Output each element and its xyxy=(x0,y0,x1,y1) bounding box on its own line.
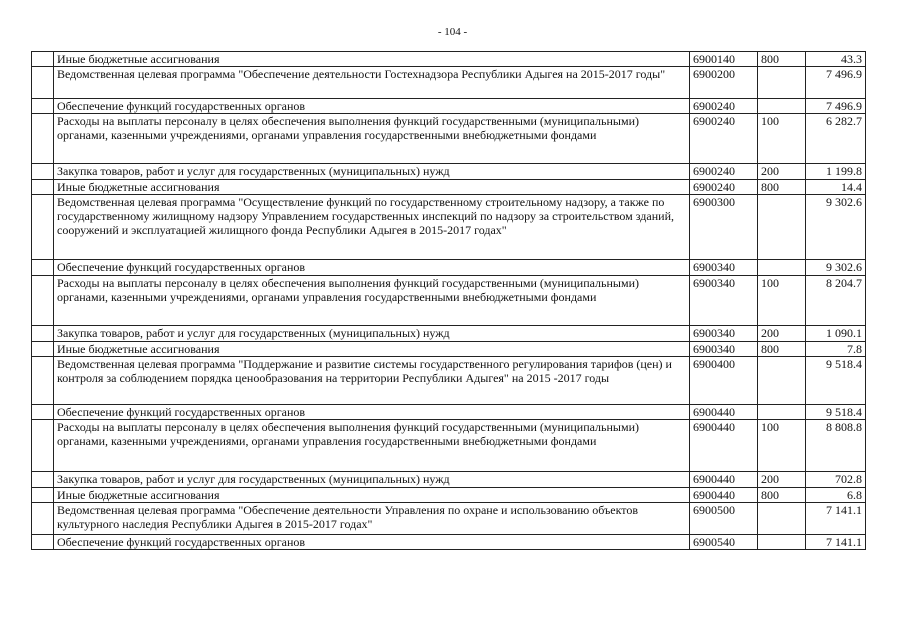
row-amount: 7 496.9 xyxy=(806,99,866,114)
table-row xyxy=(32,503,866,535)
row-amount: 8 204.7 xyxy=(806,276,866,326)
row-description: Ведомственная целевая программа "Осуществление функций по государственному строительному надзору, а также по государственному жилищному надзору Управлением государственных инспекций по надзору за строительством зданий, сооружений и эксплуатацией жилищного фонда Республики Адыгея в 2015-2017 годах" xyxy=(54,195,690,260)
row-target-code: 6900240 xyxy=(690,99,758,114)
row-description: Ведомственная целевая программа "Обеспечение деятельности Гостехнадзора Республики Адыгея на 2015-2017 годы" xyxy=(54,67,690,99)
row-expense-type: 100 xyxy=(758,420,806,472)
table-row xyxy=(32,114,866,164)
row-blank-cell xyxy=(32,472,54,488)
row-amount: 9 302.6 xyxy=(806,260,866,276)
row-description: Обеспечение функций государственных органов xyxy=(54,99,690,114)
row-target-code: 6900340 xyxy=(690,276,758,326)
row-target-code: 6900200 xyxy=(690,67,758,99)
row-amount: 7 141.1 xyxy=(806,503,866,535)
row-amount: 1 199.8 xyxy=(806,164,866,180)
row-description: Расходы на выплаты персоналу в целях обеспечения выполнения функций государственными (муниципальными) органами, казенными учреждениями, органами управления государственными внебюджетными фондами xyxy=(54,276,690,326)
table-row xyxy=(32,164,866,180)
row-blank-cell xyxy=(32,503,54,535)
row-description: Закупка товаров, работ и услуг для государственных (муниципальных) нужд xyxy=(54,326,690,342)
row-amount: 8 808.8 xyxy=(806,420,866,472)
row-target-code: 6900440 xyxy=(690,420,758,472)
table-row xyxy=(32,326,866,342)
table-row xyxy=(32,342,866,357)
row-description: Иные бюджетные ассигнования xyxy=(54,342,690,357)
row-target-code: 6900440 xyxy=(690,405,758,420)
row-target-code: 6900440 xyxy=(690,488,758,503)
row-description: Иные бюджетные ассигнования xyxy=(54,52,690,67)
row-blank-cell xyxy=(32,326,54,342)
row-description: Расходы на выплаты персоналу в целях обеспечения выполнения функций государственными (муниципальными) органами, казенными учреждениями, органами управления государственными внебюджетными фондами xyxy=(54,114,690,164)
row-amount: 7.8 xyxy=(806,342,866,357)
row-description: Закупка товаров, работ и услуг для государственных (муниципальных) нужд xyxy=(54,472,690,488)
page-number: - 104 - xyxy=(437,26,468,38)
row-target-code: 6900400 xyxy=(690,357,758,405)
row-amount: 9 302.6 xyxy=(806,195,866,260)
row-target-code: 6900240 xyxy=(690,180,758,195)
table-row xyxy=(32,276,866,326)
row-amount: 7 496.9 xyxy=(806,67,866,99)
row-description: Закупка товаров, работ и услуг для государственных (муниципальных) нужд xyxy=(54,164,690,180)
table-row xyxy=(32,260,866,276)
row-expense-type: 800 xyxy=(758,180,806,195)
row-blank-cell xyxy=(32,276,54,326)
table-row xyxy=(32,99,866,114)
row-blank-cell xyxy=(32,52,54,67)
row-target-code: 6900240 xyxy=(690,114,758,164)
row-description: Ведомственная целевая программа "Обеспечение деятельности Управления по охране и использованию объектов культурного наследия Республики Адыгея в 2015-2017 годах" xyxy=(54,503,690,535)
row-expense-type xyxy=(758,99,806,114)
row-expense-type xyxy=(758,503,806,535)
row-blank-cell xyxy=(32,342,54,357)
row-expense-type: 800 xyxy=(758,52,806,67)
row-amount: 14.4 xyxy=(806,180,866,195)
row-expense-type xyxy=(758,405,806,420)
row-target-code: 6900340 xyxy=(690,342,758,357)
budget-table xyxy=(31,51,866,550)
row-blank-cell xyxy=(32,357,54,405)
row-amount: 1 090.1 xyxy=(806,326,866,342)
row-amount: 9 518.4 xyxy=(806,357,866,405)
table-row xyxy=(32,180,866,195)
table-row xyxy=(32,420,866,472)
row-blank-cell xyxy=(32,114,54,164)
row-expense-type: 100 xyxy=(758,276,806,326)
row-target-code: 6900540 xyxy=(690,535,758,550)
row-expense-type: 200 xyxy=(758,472,806,488)
row-target-code: 6900500 xyxy=(690,503,758,535)
row-blank-cell xyxy=(32,535,54,550)
row-expense-type xyxy=(758,260,806,276)
row-amount: 702.8 xyxy=(806,472,866,488)
row-description: Расходы на выплаты персоналу в целях обеспечения выполнения функций государственными (муниципальными) органами, казенными учреждениями, органами управления государственными внебюджетными фондами xyxy=(54,420,690,472)
row-expense-type xyxy=(758,357,806,405)
table-row xyxy=(32,472,866,488)
row-amount: 9 518.4 xyxy=(806,405,866,420)
table-row xyxy=(32,67,866,99)
row-amount: 43.3 xyxy=(806,52,866,67)
row-expense-type: 100 xyxy=(758,114,806,164)
row-expense-type: 200 xyxy=(758,164,806,180)
row-description: Иные бюджетные ассигнования xyxy=(54,180,690,195)
row-description: Обеспечение функций государственных органов xyxy=(54,405,690,420)
row-blank-cell xyxy=(32,195,54,260)
row-blank-cell xyxy=(32,67,54,99)
row-amount: 7 141.1 xyxy=(806,535,866,550)
row-blank-cell xyxy=(32,420,54,472)
row-expense-type xyxy=(758,195,806,260)
budget-table-body xyxy=(32,52,866,550)
row-expense-type xyxy=(758,67,806,99)
row-expense-type: 800 xyxy=(758,488,806,503)
table-row xyxy=(32,357,866,405)
row-expense-type: 800 xyxy=(758,342,806,357)
table-row xyxy=(32,405,866,420)
row-description: Ведомственная целевая программа "Поддержание и развитие системы государственного регулирования тарифов (цен) и контроля за соблюдением порядка ценообразования на территории Республики Адыгея" на 2015 -2017 годы xyxy=(54,357,690,405)
row-blank-cell xyxy=(32,180,54,195)
table-row xyxy=(32,535,866,550)
row-blank-cell xyxy=(32,260,54,276)
row-amount: 6.8 xyxy=(806,488,866,503)
row-description: Обеспечение функций государственных органов xyxy=(54,535,690,550)
row-blank-cell xyxy=(32,99,54,114)
row-description: Обеспечение функций государственных органов xyxy=(54,260,690,276)
row-target-code: 6900140 xyxy=(690,52,758,67)
row-expense-type: 200 xyxy=(758,326,806,342)
table-row xyxy=(32,195,866,260)
row-target-code: 6900240 xyxy=(690,164,758,180)
row-blank-cell xyxy=(32,164,54,180)
row-target-code: 6900340 xyxy=(690,326,758,342)
row-blank-cell xyxy=(32,488,54,503)
row-target-code: 6900340 xyxy=(690,260,758,276)
row-amount: 6 282.7 xyxy=(806,114,866,164)
row-description: Иные бюджетные ассигнования xyxy=(54,488,690,503)
row-blank-cell xyxy=(32,405,54,420)
row-target-code: 6900300 xyxy=(690,195,758,260)
row-expense-type xyxy=(758,535,806,550)
row-target-code: 6900440 xyxy=(690,472,758,488)
table-row xyxy=(32,52,866,67)
table-row xyxy=(32,488,866,503)
